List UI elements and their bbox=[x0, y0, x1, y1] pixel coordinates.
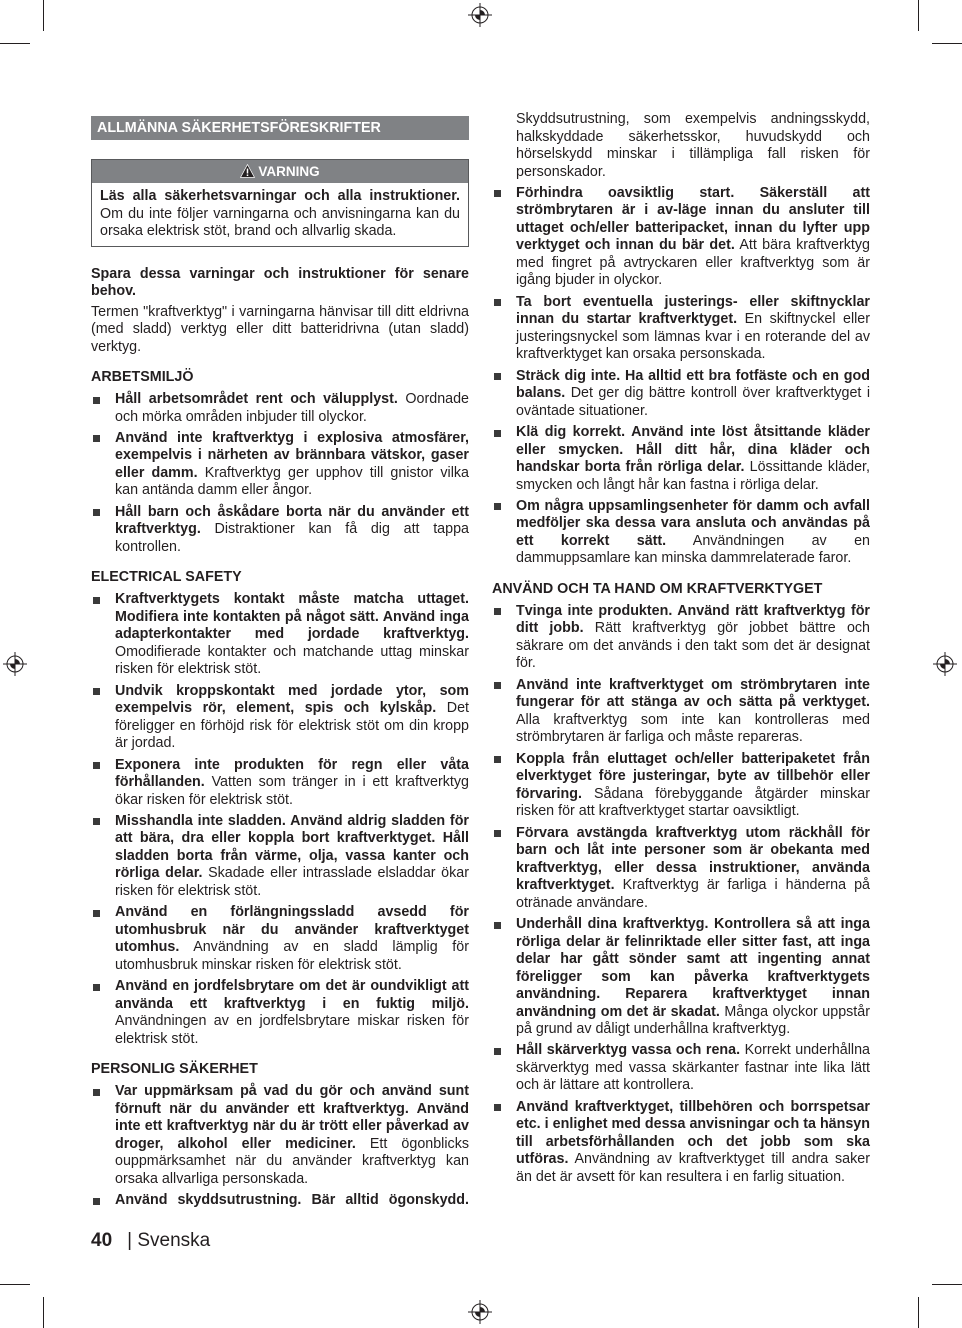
bullet-square-icon bbox=[93, 818, 100, 825]
item-lead: Förvara avstängda kraftverktyg utom räckhåll för barn och låt inte personer som är obekanta med kraftverktyg, eller dessa instruktioner, använda kraftverktyget. bbox=[516, 824, 870, 894]
bullet-square-icon bbox=[93, 984, 100, 991]
list-item bbox=[91, 904, 469, 974]
bullet-square-icon bbox=[494, 1104, 501, 1111]
list-item bbox=[492, 825, 870, 913]
bullet-square-icon bbox=[93, 597, 100, 604]
list-item bbox=[91, 683, 469, 753]
registration-mark-icon bbox=[467, 2, 493, 28]
item-text: Många olyckor uppstår på grund av dåligt underhållna kraftverktyg. bbox=[516, 1003, 870, 1038]
bullet-square-icon bbox=[494, 430, 501, 437]
bullet-square-icon bbox=[494, 830, 501, 837]
warning-text bbox=[92, 183, 468, 246]
item-text: En skiftnyckel eller justeringsnyckel som lämnas kvar i en roterande del av kraftverktyget kan orsaka personskada. bbox=[516, 311, 871, 363]
item-lead: Tvinga inte produkten. Använd rätt kraftverktyg för ditt jobb. bbox=[516, 602, 870, 637]
warning-header bbox=[92, 160, 468, 183]
item-text: Kraftverktyg är farliga i händerna på otränade användare. bbox=[516, 877, 870, 911]
item-lead: Kraftverktygets kontakt måste matcha uttaget. Modifiera inte kontakten på något sätt. Använd inga adapterkontakter med jordade kraftverktyg. bbox=[115, 591, 469, 643]
list-item bbox=[492, 603, 870, 673]
bullet-square-icon bbox=[494, 1048, 501, 1055]
warning-box bbox=[91, 159, 469, 247]
bullet-square-icon bbox=[494, 682, 501, 689]
item-text: Kraftverktyg ger upphov till gnistor vilka kan antända damm eller ångor. bbox=[115, 464, 469, 499]
crop-mark bbox=[918, 1297, 919, 1328]
registration-mark-icon bbox=[467, 1299, 493, 1325]
warning-detail: Om du inte följer varningarna och anvisningarna kan du orsaka elektrisk stöt, brand och allvarlig skada. bbox=[100, 205, 460, 239]
bullet-square-icon bbox=[494, 922, 501, 929]
item-lead: Underhåll dina kraftverktyg. Kontrollera så att inga rörliga delar är felinriktade eller sitter fast, att inga delar har gått sönder samt att ingenting annat föreligger som kan påverka kraftverktygets användning. Reparera kraftverktyget innan användning om det är skadat. bbox=[516, 916, 870, 1020]
personal-safety-list bbox=[91, 1083, 469, 1209]
bullet-square-icon bbox=[494, 608, 501, 615]
electrical-safety-list bbox=[91, 591, 469, 1048]
bullet-square-icon bbox=[494, 190, 501, 197]
list-item bbox=[492, 424, 870, 494]
item-text: Användning av kraftverktyget till andra saker än det är avsett för kan resultera i en farlig situation. bbox=[516, 1151, 870, 1185]
item-lead: Använd skyddsutrustning. Bär alltid ögonskydd. bbox=[115, 1192, 469, 1209]
section-heading-personal-safety: PERSONLIG SÄKERHET bbox=[91, 1061, 258, 1078]
save-notice: Spara dessa varningar och instruktioner för senare behov. bbox=[91, 265, 469, 299]
bullet-square-icon bbox=[93, 1198, 100, 1205]
work-area-list bbox=[91, 391, 469, 556]
list-item bbox=[492, 498, 870, 568]
crop-mark bbox=[932, 43, 962, 44]
item-text: Ett ögonblicks ouppmärksamhet när du använder kraftverktyg kan orsaka allvarliga personskada. bbox=[115, 1135, 469, 1187]
warning-triangle-icon bbox=[240, 164, 255, 178]
item-lead: Använd inte kraftverktyg i explosiva atmosfärer, exempelvis i närheten av brännbara vätskor, gaser eller damm. bbox=[115, 429, 469, 481]
left-column bbox=[91, 116, 469, 1214]
list-item bbox=[91, 813, 469, 901]
list-item bbox=[492, 916, 870, 1039]
item-lead: Klä dig korrekt. Använd inte löst åtsittande kläder eller smycken. Håll ditt hår, dina kläder och handskar borta från rörliga delar. bbox=[516, 424, 870, 476]
item-lead: Koppla från eluttaget och/eller batteripaketet från elverktyget före justeringar, byte av tillbehör eller förvaring. bbox=[516, 750, 870, 802]
bullet-square-icon bbox=[93, 509, 100, 516]
bullet-square-icon bbox=[93, 397, 100, 404]
item-lead: Var uppmärksam på vad du gör och använd sunt förnuft när du använder ett kraftverktyg. Använd inte ett kraftverktyg när du är trött eller påverkad av droger, alkohol eller mediciner. bbox=[115, 1083, 469, 1152]
bullet-square-icon bbox=[93, 435, 100, 442]
item-text: Oordnade och mörka områden inbjuder till olyckor. bbox=[115, 391, 469, 425]
list-item bbox=[492, 677, 870, 747]
item-lead: Håll barn och åskådare borta när du använder ett kraftverktyg. bbox=[115, 503, 469, 538]
item-text: Sådana förebyggande åtgärder minskar risken för att kraftverktyget startar oavsiktligt. bbox=[516, 785, 870, 820]
list-item bbox=[91, 978, 469, 1048]
list-item bbox=[492, 185, 870, 290]
item-lead: Använd kraftverktyget, tillbehören och borrspetsar etc. i enlighet med dessa anvisningar och ta hänsyn till arbetsförhållanden och det jobb som ska utföras. bbox=[516, 1098, 870, 1168]
crop-mark bbox=[932, 1284, 962, 1285]
item-lead: Använd en jordfelsbrytare om det är oundvikligt att använda ett kraftverktyg i en fuktig miljö. bbox=[115, 978, 469, 1012]
list-item bbox=[91, 504, 469, 557]
item-lead: Använd en förlängningssladd avsedd för utomhusbruk när du använder kraftverktyget utomhus. bbox=[115, 904, 469, 956]
section-heading-tool-use-care: ANVÄND OCH TA HAND OM KRAFTVERKTYGET bbox=[492, 580, 823, 597]
tool-use-care-list bbox=[492, 603, 870, 1186]
section-heading-electrical-safety: ELECTRICAL SAFETY bbox=[91, 569, 242, 586]
item-text: Det ger dig bättre kontroll över kraftverktyget i oväntade situationer. bbox=[516, 385, 870, 419]
list-item bbox=[91, 391, 469, 426]
list-item bbox=[492, 294, 870, 364]
item-text: Omodifierade kontakter och matchande uttag minskar risken för elektrisk stöt. bbox=[115, 643, 469, 678]
item-text: Alla kraftverktyg som inte kan kontrolleras med strömbrytaren är farliga och måste repareras. bbox=[516, 711, 870, 746]
list-item bbox=[492, 1042, 870, 1095]
bullet-square-icon bbox=[494, 503, 501, 510]
page-number: 40 bbox=[91, 1230, 113, 1251]
language-label: | Svenska bbox=[127, 1230, 211, 1251]
list-item bbox=[91, 757, 469, 810]
item-text: Användning av en sladd lämplig för utomhusbruk minskar risken för elektrisk stöt. bbox=[115, 939, 469, 973]
bullet-square-icon bbox=[93, 910, 100, 917]
item-text: Det föreligger en förhöjd risk för elektrisk stöt om din kropp är jordad. bbox=[115, 700, 469, 752]
item-lead: Sträck dig inte. Ha alltid ett bra fotfäste och en god balans. bbox=[516, 367, 870, 402]
item-lead: Undvik kroppskontakt med jordade ytor, som exempelvis rör, element, spis och kylskåp. bbox=[115, 682, 469, 717]
item-text: Vatten som tränger in i ett kraftverktyg ökar risken för elektrisk stöt. bbox=[115, 774, 469, 808]
item-text: Korrekt underhållna skärverktyg med vassa skärkanter fastnar inte lika lätt och är lättare att kontrollera. bbox=[516, 1042, 870, 1094]
item-lead: Håll arbetsområdet rent och välupplyst. bbox=[115, 391, 398, 407]
item-text: Distraktioner kan få dig att tappa kontrollen. bbox=[115, 521, 469, 555]
crop-mark bbox=[0, 1284, 30, 1285]
item-lead: Om några uppsamlingsenheter för damm och avfall medföljer ska dessa vara ansluta och användas på ett korrekt sätt. bbox=[516, 497, 870, 549]
item-text: Rätt kraftverktyg gör jobbet bättre och säkrare om det används i den takt som det är designat för. bbox=[516, 620, 870, 672]
item-lead: Misshandla inte sladden. Använd aldrig sladden för att bära, dra eller koppla bort kraftverktyget. Håll sladden borta från värme, olja, vassa kanter och rörliga delar. bbox=[115, 812, 469, 882]
bullet-square-icon bbox=[494, 299, 501, 306]
bullet-square-icon bbox=[93, 762, 100, 769]
registration-mark-icon bbox=[2, 651, 28, 677]
bullet-square-icon bbox=[93, 688, 100, 695]
item-lead: Exponera inte produkten för regn eller våta förhållanden. bbox=[115, 756, 469, 791]
item-text: Användningen av en dammuppsamlare kan minska dammrelaterade faror. bbox=[516, 532, 871, 567]
definition-paragraph: Termen "kraftverktyg" i varningarna hänvisar till ditt eldrivna (med sladd) verktyg eller ditt batteridrivna (utan sladd) verktyg. bbox=[91, 303, 469, 355]
item-lead: Ta bort eventuella justerings- eller skiftnycklar innan du startar kraftverktyget. bbox=[516, 293, 870, 328]
item-text: Skadade eller intrasslade elsladdar ökar risken för elektrisk stöt. bbox=[115, 865, 469, 899]
item-lead: Förhindra oavsiktlig start. Säkerställ att strömbrytaren är i av-läge innan du ansluter till uttaget och/eller batteripacket, innan du lyfter upp verktyget och innan du bär det. bbox=[516, 184, 870, 254]
section-heading-work-area: ARBETSMILJÖ bbox=[91, 369, 194, 385]
warning-label: VARNING bbox=[258, 164, 320, 179]
item-lead: Använd inte kraftverktyget om strömbrytaren inte fungerar för att stänga av och sätta på verktyget. bbox=[516, 676, 870, 711]
bullet-square-icon bbox=[494, 373, 501, 380]
bullet-square-icon bbox=[93, 1089, 100, 1096]
item-lead: Håll skärverktyg vassa och rena. bbox=[516, 1042, 741, 1059]
bullet-square-icon bbox=[494, 756, 501, 763]
list-item bbox=[492, 368, 870, 421]
section-heading-general-safety: ALLMÄNNA SÄKERHETSFÖRESKRIFTER bbox=[91, 116, 469, 140]
item-text-continuation: Skyddsutrustning, som exempelvis andningsskydd, halkskyddade säkerhetsskor, huvudskydd och hörselskydd minskar i tillämpliga fall risken för personskador. bbox=[516, 111, 870, 180]
crop-mark bbox=[43, 0, 44, 31]
list-item bbox=[492, 1099, 870, 1187]
registration-mark-icon bbox=[932, 651, 958, 677]
list-item bbox=[91, 1083, 469, 1188]
list-item bbox=[91, 1192, 469, 1210]
item-text: Användningen av en jordfelsbrytare miskar risken för elektrisk stöt. bbox=[115, 1013, 469, 1047]
item-text: Lössittande kläder, smycken och långt hår kan fastna i rörliga delar. bbox=[516, 459, 870, 493]
item-text: Att bära kraftverktyg med fingret på avtryckaren eller kraftverktyg som är igång bjuder in olyckor. bbox=[516, 237, 870, 289]
list-item bbox=[91, 430, 469, 500]
right-column bbox=[492, 111, 870, 1190]
crop-mark bbox=[43, 1297, 44, 1328]
page-footer bbox=[91, 1229, 210, 1253]
list-item bbox=[91, 591, 469, 679]
list-item bbox=[492, 751, 870, 821]
warning-lead: Läs alla säkerhetsvarningar och alla instruktioner. bbox=[100, 188, 460, 204]
crop-mark bbox=[0, 43, 30, 44]
personal-safety-list-continued bbox=[492, 185, 870, 568]
crop-mark bbox=[918, 0, 919, 31]
